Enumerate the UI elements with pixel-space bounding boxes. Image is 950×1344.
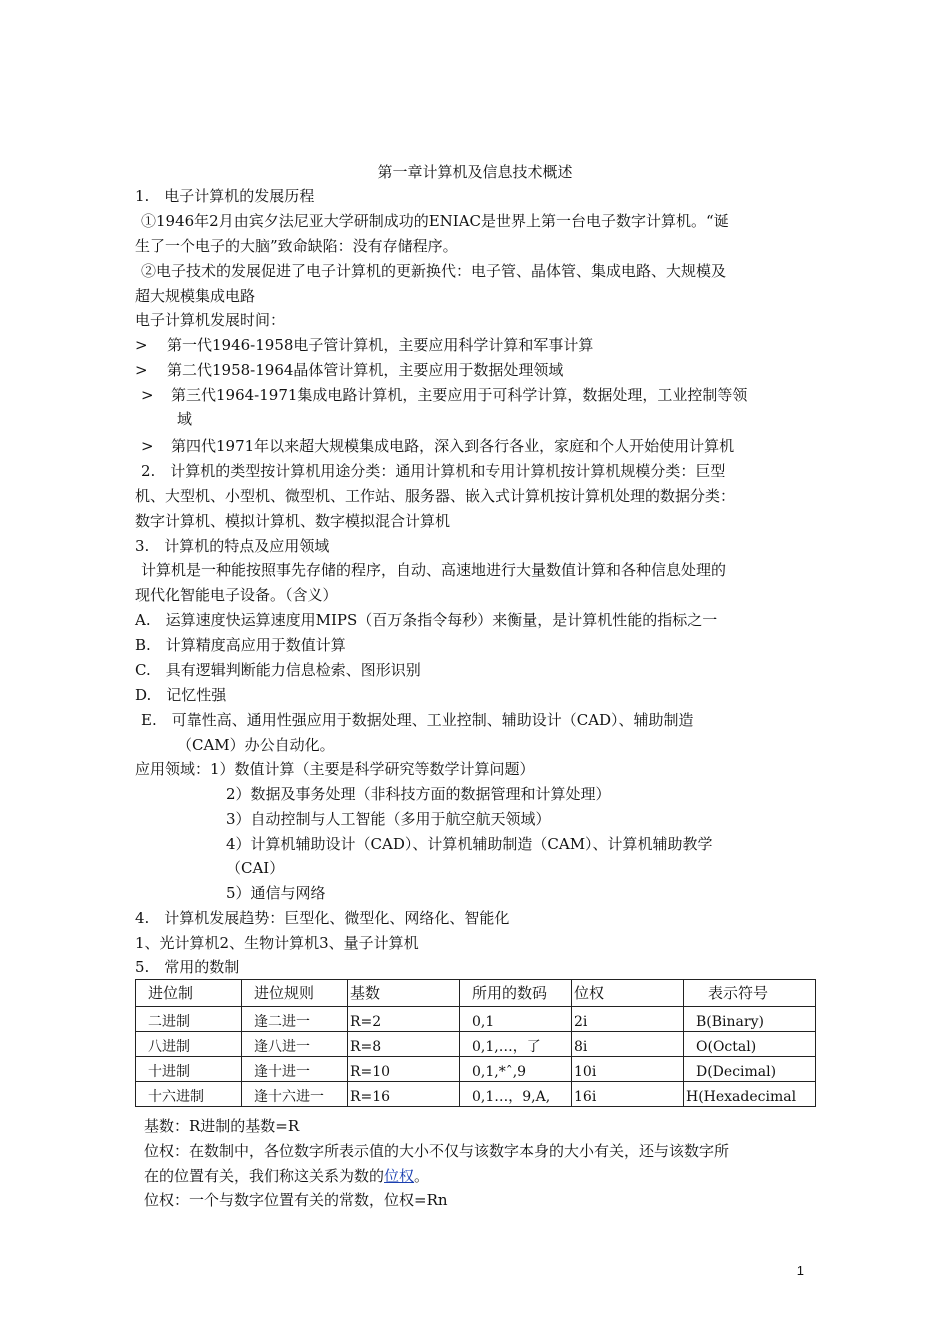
table-header-row bbox=[136, 980, 816, 1007]
table-cell: R=10 bbox=[348, 1057, 460, 1082]
table-header-cell: 进位制 bbox=[136, 980, 242, 1007]
paragraph-line bbox=[144, 1166, 429, 1186]
table-cell: 0,1,*ˆ,9 bbox=[460, 1057, 572, 1082]
section-heading: 4. 计算机发展趋势：巨型化、微型化、网络化、智能化 bbox=[135, 909, 510, 927]
section-heading: 5. 常用的数制 bbox=[135, 958, 240, 976]
paragraph-text: 。 bbox=[414, 1167, 430, 1185]
table-cell: 2i bbox=[572, 1007, 684, 1032]
list-item-text: 第一代1946-1958电子管计算机，主要应用科学计算和军事计算 bbox=[167, 336, 594, 354]
weight-link[interactable]: 位权 bbox=[384, 1167, 415, 1185]
table-header-cell: 位权 bbox=[572, 980, 684, 1007]
feature-item: C. 具有逻辑判断能力信息检索、图形识别 bbox=[135, 661, 421, 679]
table-cell: 十进制 bbox=[136, 1057, 242, 1082]
table-cell: 逢十六进一 bbox=[242, 1082, 348, 1107]
table-header-cell: 基数 bbox=[348, 980, 460, 1007]
bullet-marker: > bbox=[135, 361, 148, 379]
list-item bbox=[135, 360, 563, 380]
table-cell: R=16 bbox=[348, 1082, 460, 1107]
paragraph-line: ①1946年2月由宾夕法尼亚大学研制成功的ENIAC是世界上第一台电子数字计算机。“诞 bbox=[141, 212, 729, 230]
paragraph-line: 数字计算机、模拟计算机、数字模拟混合计算机 bbox=[135, 512, 451, 530]
paragraph-line: 基数：R进制的基数=R bbox=[144, 1117, 300, 1135]
feature-item: E. 可靠性高、通用性强应用于数据处理、工业控制、辅助设计（CAD）、辅助制造 bbox=[141, 711, 694, 729]
list-item bbox=[141, 385, 747, 405]
table-cell: D(Decimal) bbox=[684, 1057, 816, 1082]
list-item bbox=[135, 335, 593, 355]
table-cell: 10i bbox=[572, 1057, 684, 1082]
table-cell: R=8 bbox=[348, 1032, 460, 1057]
table-cell: R=2 bbox=[348, 1007, 460, 1032]
table-cell: 逢十进一 bbox=[242, 1057, 348, 1082]
paragraph-line: 现代化智能电子设备。（含义） bbox=[135, 586, 338, 604]
bullet-marker: > bbox=[141, 437, 154, 455]
section-heading: 1. 电子计算机的发展历程 bbox=[135, 187, 315, 205]
table-cell: H(Hexadecimal bbox=[684, 1082, 816, 1107]
table-cell: 0,1,…，了 bbox=[460, 1032, 572, 1057]
application-item: 2）数据及事务处理（非科技方面的数据管理和计算处理） bbox=[226, 785, 611, 803]
application-item: 3）自动控制与人工智能（多用于航空航天领域） bbox=[226, 810, 551, 828]
feature-item: B. 计算精度高应用于数值计算 bbox=[135, 636, 346, 654]
page-number: 1 bbox=[796, 1263, 804, 1278]
table-cell: 0,1 bbox=[460, 1007, 572, 1032]
paragraph-line: 位权：一个与数字位置有关的常数，位权=Rn bbox=[144, 1191, 448, 1209]
table-cell: 8i bbox=[572, 1032, 684, 1057]
table-cell: O(Octal) bbox=[684, 1032, 816, 1057]
paragraph-line: 电子计算机发展时间： bbox=[135, 311, 286, 329]
feature-item: A. 运算速度快运算速度用MIPS（百万条指令每秒）来衡量，是计算机性能的指标之一 bbox=[135, 611, 718, 629]
table-cell: 八进制 bbox=[136, 1032, 242, 1057]
table-cell: 逢二进一 bbox=[242, 1007, 348, 1032]
table-header-cell: 表示符号 bbox=[684, 980, 816, 1007]
paragraph-line: 位权：在数制中，各位数字所表示值的大小不仅与该数字本身的大小有关，还与该数字所 bbox=[144, 1142, 730, 1160]
table-cell: B(Binary) bbox=[684, 1007, 816, 1032]
section-heading: 3. 计算机的特点及应用领域 bbox=[135, 537, 330, 555]
table-row bbox=[136, 1007, 816, 1032]
bullet-marker: > bbox=[135, 336, 148, 354]
bullet-marker: > bbox=[141, 386, 154, 404]
paragraph-line: 计算机是一种能按照事先存储的程序，自动、高速地进行大量数值计算和各种信息处理的 bbox=[141, 561, 727, 579]
application-item-continuation: （CAI） bbox=[226, 859, 285, 877]
paragraph-line: 生了一个电子的大脑”致命缺陷：没有存储程序。 bbox=[135, 237, 458, 255]
feature-item: D. 记忆性强 bbox=[135, 686, 227, 704]
section-heading: 2. 计算机的类型按计算机用途分类：通用计算机和专用计算机按计算机规模分类：巨型 bbox=[141, 462, 726, 480]
paragraph-line: 超大规模集成电路 bbox=[135, 287, 256, 305]
table-row bbox=[136, 1032, 816, 1057]
list-item-text: 第四代1971年以来超大规模集成电路，深入到各行各业，家庭和个人开始使用计算机 bbox=[171, 437, 735, 455]
application-item: 5）通信与网络 bbox=[226, 884, 326, 902]
list-item-text: 第三代1964-1971集成电路计算机，主要应用于可科学计算，数据处理，工业控制等领 bbox=[171, 386, 748, 404]
table-header-cell: 进位规则 bbox=[242, 980, 348, 1007]
table-cell: 十六进制 bbox=[136, 1082, 242, 1107]
table-row bbox=[136, 1082, 816, 1107]
paragraph-line: 机、大型机、小型机、微型机、工作站、服务器、嵌入式计算机按计算机处理的数据分类： bbox=[135, 487, 736, 505]
list-item-text: 第二代1958-1964晶体管计算机，主要应用于数据处理领域 bbox=[167, 361, 564, 379]
paragraph-line: ②电子技术的发展促进了电子计算机的更新换代：电子管、晶体管、集成电路、大规模及 bbox=[141, 262, 727, 280]
list-item bbox=[141, 436, 734, 456]
page-title: 第一章计算机及信息技术概述 bbox=[377, 163, 573, 181]
application-item: 应用领域：1）数值计算（主要是科学研究等数学计算问题） bbox=[135, 760, 535, 778]
application-item: 4）计算机辅助设计（CAD）、计算机辅助制造（CAM）、计算机辅助教学 bbox=[226, 835, 713, 853]
table-header-cell: 所用的数码 bbox=[460, 980, 572, 1007]
feature-item-continuation: （CAM）办公自动化。 bbox=[177, 736, 335, 754]
table-row bbox=[136, 1057, 816, 1082]
paragraph-line: 1、光计算机2、生物计算机3、量子计算机 bbox=[135, 934, 419, 952]
table-cell: 逢八进一 bbox=[242, 1032, 348, 1057]
table-cell: 0,1…，9,A, bbox=[460, 1082, 572, 1107]
list-item-continuation: 域 bbox=[177, 410, 193, 428]
paragraph-text: 在的位置有关，我们称这关系为数的 bbox=[144, 1167, 385, 1185]
table-cell: 二进制 bbox=[136, 1007, 242, 1032]
number-system-table bbox=[135, 979, 816, 1107]
table-cell: 16i bbox=[572, 1082, 684, 1107]
